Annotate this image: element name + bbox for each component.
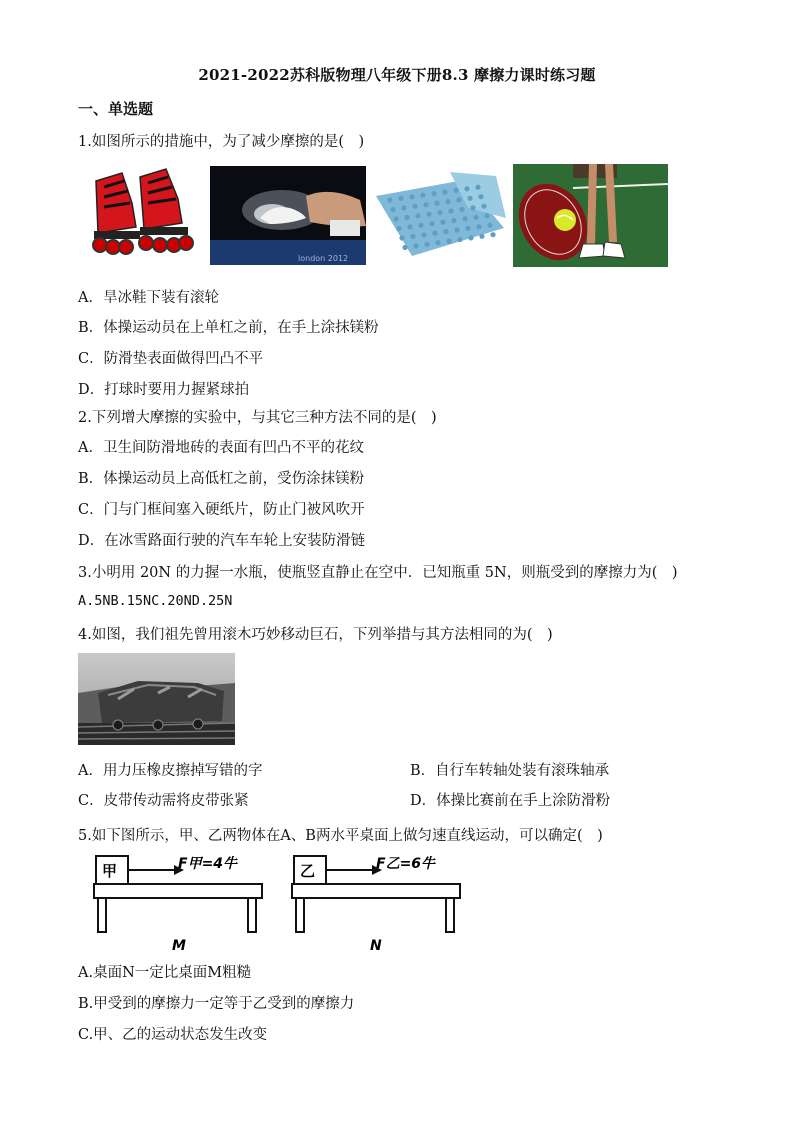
mat-suction-dot — [457, 237, 462, 242]
mat-suction-dot — [476, 224, 481, 229]
mat-suction-dot — [462, 216, 467, 221]
mat-suction-dot — [465, 226, 470, 231]
mat-suction-dot — [464, 186, 469, 191]
mat-suction-dot — [421, 232, 426, 237]
mat-suction-dot — [415, 213, 420, 218]
mat-suction-dot — [456, 197, 461, 202]
mat-suction-dot — [484, 213, 489, 218]
mat-suction-dot — [413, 243, 418, 248]
mat-suction-dot — [467, 196, 472, 201]
question-4-option-d: D．体操比赛前在手上涂防滑粉 — [410, 793, 611, 809]
question-2-option-a: A．卫生间防滑地砖的表面有凹凸不平的花纹 — [78, 440, 364, 456]
mat-suction-dot — [459, 207, 464, 212]
mat-suction-dot — [443, 229, 448, 234]
mat-suction-dot — [420, 193, 425, 198]
mat-suction-dot — [429, 221, 434, 226]
block-yi-label: 乙 — [300, 862, 316, 880]
mat-suction-dot — [454, 227, 459, 232]
mat-suction-dot — [435, 240, 440, 245]
mat-suction-dot — [399, 235, 404, 240]
mat-suction-dot — [475, 185, 480, 190]
mat-suction-dot — [434, 201, 439, 206]
section-heading: 一、单选题 — [78, 100, 154, 118]
photo-caption-text: london 2012 — [298, 254, 349, 263]
mat-suction-dot — [424, 242, 429, 247]
question-1-option-b: B．体操运动员在上单杠之前，在手上涂抹镁粉 — [78, 320, 379, 336]
question-5-option-a: A.桌面N一定比桌面M粗糙 — [78, 965, 252, 981]
mat-suction-dot — [440, 220, 445, 225]
mat-suction-dot — [468, 235, 473, 240]
question-4-option-a: A．用力压橡皮擦掉写错的字 — [78, 763, 263, 779]
question-5-option-b: B.甲受到的摩擦力一定等于乙受到的摩擦力 — [78, 996, 355, 1012]
mat-suction-dot — [487, 223, 492, 228]
mat-suction-dot — [407, 224, 412, 229]
question-4-stem: 4.如图，我们祖先曾用滚木巧妙移动巨石，下列举措与其方法相同的为( ) — [78, 627, 553, 643]
question-1-option-a: A．旱冰鞋下装有滚轮 — [78, 290, 219, 306]
mat-suction-dot — [431, 191, 436, 196]
mat-suction-dot — [432, 231, 437, 236]
mat-suction-dot — [451, 218, 456, 223]
question-1-option-c: C．防滑垫表面做得凹凸不平 — [78, 351, 264, 367]
mat-suction-dot — [490, 232, 495, 237]
mat-suction-dot — [409, 194, 414, 199]
question-2-option-d: D．在冰雪路面行驶的汽车车轮上安装防滑链 — [78, 533, 366, 549]
mat-suction-dot — [396, 226, 401, 231]
mat-suction-dot — [426, 212, 431, 217]
question-4-option-c: C．皮带传动需将皮带张紧 — [78, 793, 249, 809]
mat-suction-dot — [442, 189, 447, 194]
force-jia-label: F甲=4牛 — [178, 856, 238, 872]
question-1-stem: 1.如图所示的措施中，为了减少摩擦的是( ) — [78, 134, 365, 150]
force-yi-label: F乙=6牛 — [376, 856, 436, 872]
mat-suction-dot — [387, 197, 392, 202]
mat-suction-dot — [448, 208, 453, 213]
force-table-diagram — [78, 850, 488, 960]
mat-suction-dot — [479, 234, 484, 239]
mat-suction-dot — [473, 215, 478, 220]
mat-suction-dot — [398, 196, 403, 201]
gymnast-chalk-photo — [210, 166, 366, 265]
question-1-option-d: D．打球时要用力握紧球拍 — [78, 382, 250, 398]
mat-suction-dot — [470, 205, 475, 210]
mat-suction-dot — [401, 205, 406, 210]
mat-suction-dot — [402, 245, 407, 250]
table-m-label: M — [172, 938, 186, 954]
question-4-option-b: B．自行车转轴处装有滚珠轴承 — [410, 763, 610, 779]
mat-suction-dot — [481, 204, 486, 209]
page-title: 2021-2022苏科版物理八年级下册8.3 摩擦力课时练习题 — [198, 66, 596, 84]
inline-skates-photo — [82, 163, 200, 263]
table-n-label: N — [370, 938, 382, 954]
rolling-logs-photo — [78, 653, 235, 745]
question-2-option-b: B．体操运动员上高低杠之前，受伤涂抹镁粉 — [78, 471, 365, 487]
question-5-stem: 5.如下图所示，甲、乙两物体在A、B两水平桌面上做匀速直线运动，可以确定( ) — [78, 828, 603, 844]
anti-slip-mat-photo — [372, 168, 508, 263]
mat-suction-dot — [410, 234, 415, 239]
question-2-stem: 2.下列增大摩擦的实验中，与其它三种方法不同的是( ) — [78, 410, 437, 426]
mat-suction-dot — [437, 210, 442, 215]
question-5-option-c: C.甲、乙的运动状态发生改变 — [78, 1027, 268, 1043]
block-jia-label: 甲 — [102, 862, 118, 880]
mat-suction-dot — [445, 199, 450, 204]
question-3-options: A.5NB.15NC.20ND.25N — [78, 593, 233, 609]
mat-suction-dot — [412, 204, 417, 209]
mat-suction-dot — [393, 216, 398, 221]
mat-suction-dot — [446, 239, 451, 244]
question-3-stem: 3.小明用 20N 的力握一水瓶，使瓶竖直静止在空中．已知瓶重 5N，则瓶受到的摩擦力为( ) — [78, 565, 678, 581]
mat-suction-dot — [418, 223, 423, 228]
mat-suction-dot — [390, 207, 395, 212]
question-2-option-c: C．门与门框间塞入硬纸片，防止门被风吹开 — [78, 502, 365, 518]
tennis-racket-photo — [513, 164, 668, 267]
mat-suction-dot — [453, 188, 458, 193]
mat-suction-dot — [423, 202, 428, 207]
mat-suction-dot — [404, 215, 409, 220]
mat-suction-dot — [478, 194, 483, 199]
